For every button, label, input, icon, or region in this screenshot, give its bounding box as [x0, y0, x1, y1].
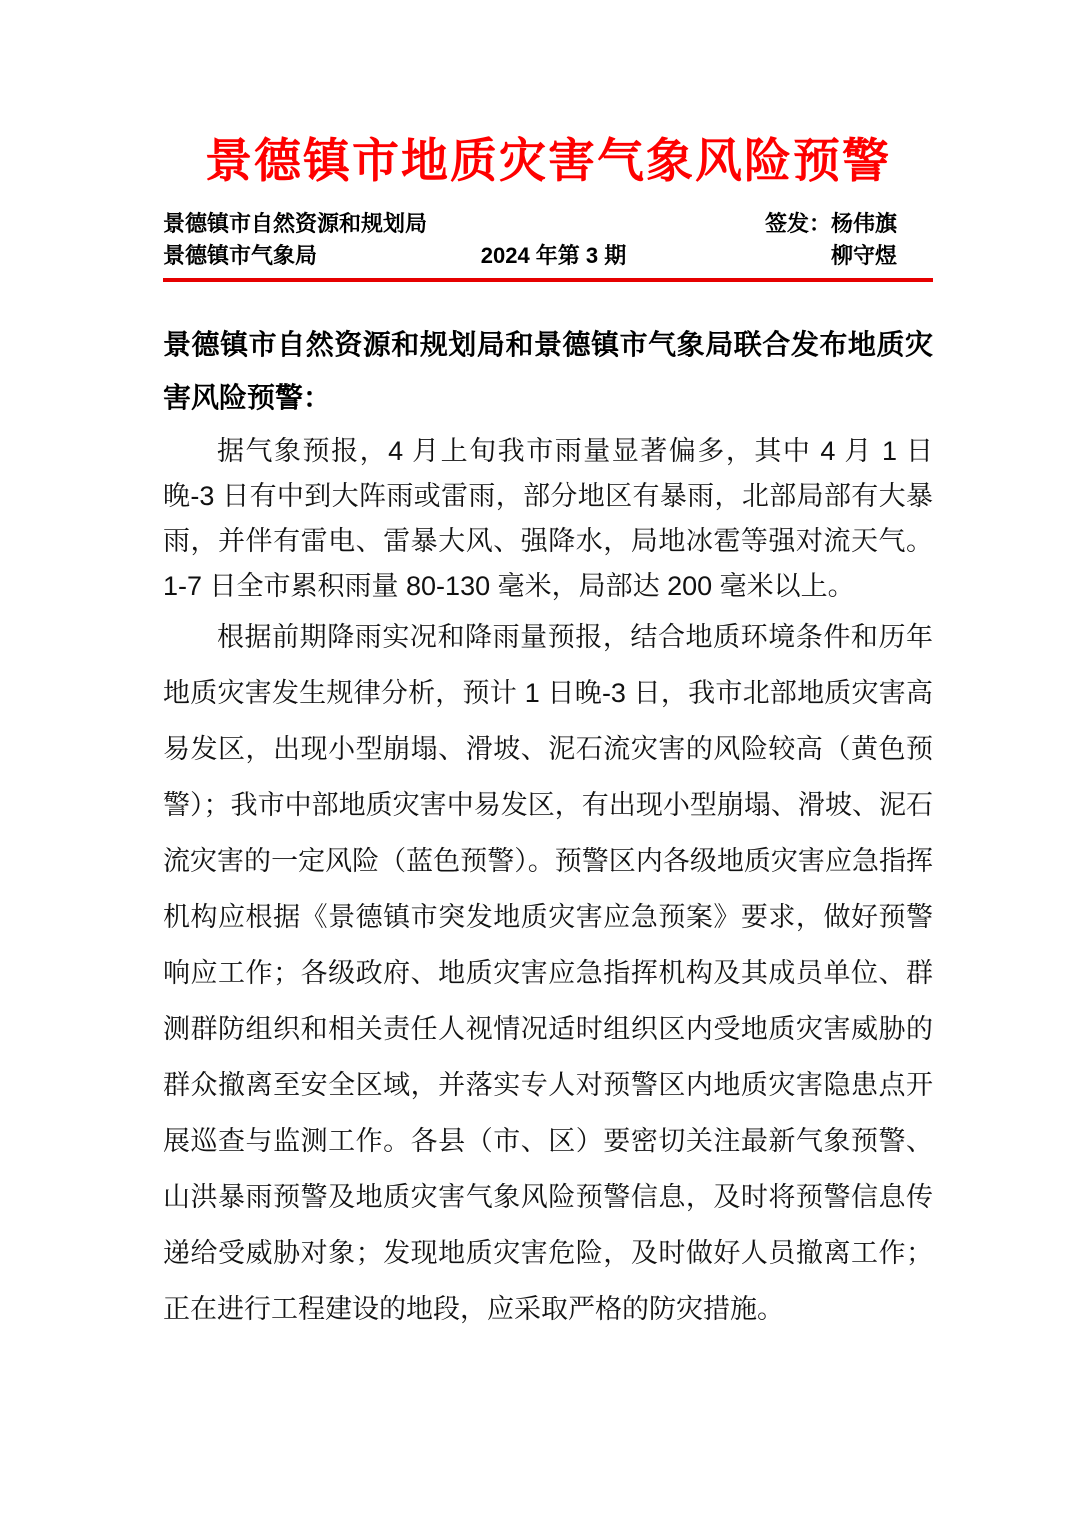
signer-line-1	[680, 208, 897, 240]
issue-spacer	[427, 208, 680, 240]
sign-label: 签发：	[764, 211, 831, 236]
issue-number: 2024 年第 3 期	[480, 243, 627, 268]
red-divider	[163, 278, 933, 282]
issuing-orgs	[163, 208, 427, 272]
masthead	[163, 208, 933, 272]
body-heading: 景德镇市自然资源和规划局和景德镇市气象局联合发布地质灾害风险预警：	[163, 329, 933, 413]
issuing-org-2: 景德镇市气象局	[163, 243, 318, 268]
issue-block	[427, 208, 680, 272]
signer-name-1: 杨伟旗	[830, 211, 897, 236]
body-paragraph-1: 据气象预报，4 月上旬我市雨量显著偏多，其中 4 月 1 日晚-3 日有中到大阵雨或雷雨，部分地区有暴雨，北部局部有大暴雨，并伴有雷电、雷暴大风、强降水，局地冰雹等强对流天气。1-7 日全市累积雨量 80-130 毫米，局部达 200 毫米以上。	[163, 436, 933, 601]
signature-block	[680, 208, 933, 272]
signer-name-2: 柳守煜	[830, 243, 897, 268]
body-paragraph-2: 根据前期降雨实况和降雨量预报，结合地质环境条件和历年地质灾害发生规律分析，预计 1 日晚-3 日，我市北部地质灾害高易发区，出现小型崩塌、滑坡、泥石流灾害的风险较高（黄色预警）；我市中部地质灾害中易发区，有出现小型崩塌、滑坡、泥石流灾害的一定风险（蓝色预警）。预警区内各级地质灾害应急指挥机构应根据《景德镇市突发地质灾害应急预案》要求，做好预警响应工作；各级政府、地质灾害应急指挥机构及其成员单位、群测群防组织和相关责任人视情况适时组织区内受地质灾害威胁的群众撤离至安全区域，并落实专人对预警区内地质灾害隐患点开展巡查与监测工作。各县（市、区）要密切关注最新气象预警、山洪暴雨预警及地质灾害气象风险预警信息，及时将预警信息传递给受威胁对象；发现地质灾害危险，及时做好人员撤离工作；正在进行工程建设的地段，应采取严格的防灾措施。	[163, 622, 933, 1324]
page-title: 景德镇市地质灾害气象风险预警	[205, 136, 891, 188]
issuing-org-1: 景德镇市自然资源和规划局	[163, 211, 428, 236]
